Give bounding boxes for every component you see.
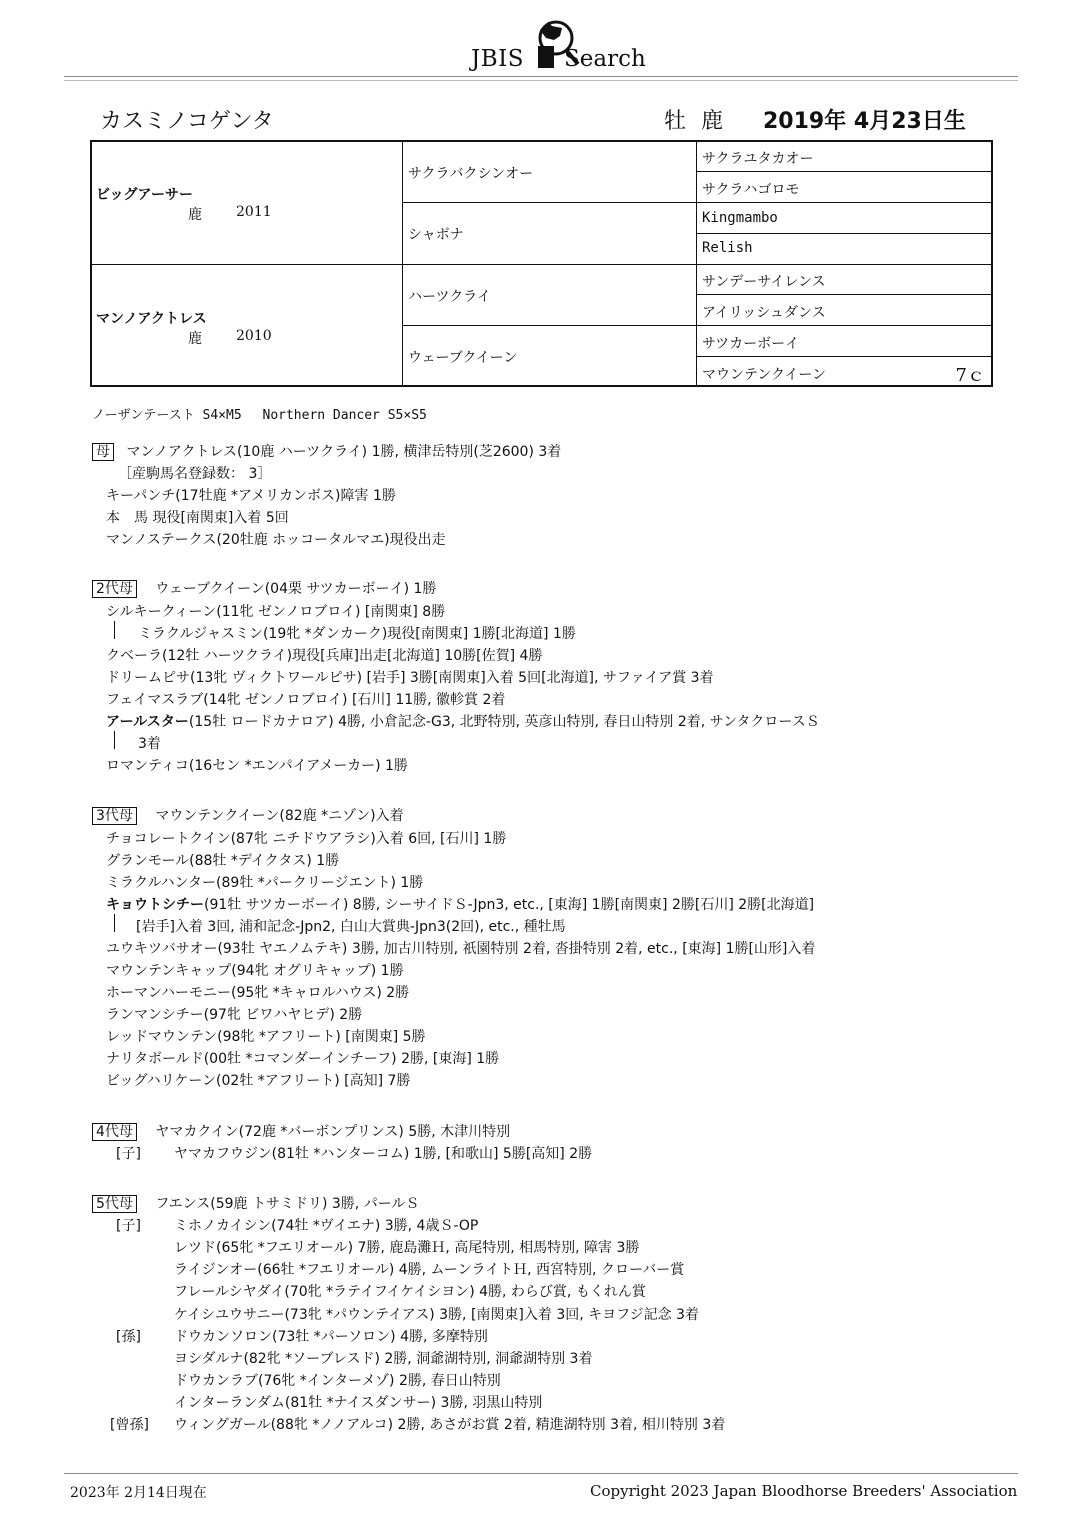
- dam-color: 鹿: [188, 331, 202, 347]
- header-rule: [64, 76, 1018, 77]
- child-tag: [子]: [116, 1218, 141, 1234]
- copyright: Copyright 2023 Japan Bloodhorse Breeders' Association: [590, 1482, 1018, 1500]
- dam-section-head: [92, 441, 561, 461]
- gen4-offspring[interactable]: ヤマカフウジン(81牡 *ハンターコム) 1勝, [和歌山] 5勝[高知] 2勝: [174, 1146, 593, 1162]
- dam-summary: マンノアクトレス(10鹿 ハーツクライ) 1勝, 横津岳特別(芝2600) 3着: [126, 444, 562, 460]
- pedigree-gen3[interactable]: マウンテンクイーン: [702, 367, 827, 383]
- gen2-offspring[interactable]: ロマンティコ(16セン *エンパイアメーカー) 1勝: [106, 758, 408, 774]
- gen5-grandchild[interactable]: インターランダム(81牡 *ナイスダンサー) 3勝, 羽黒山特別: [174, 1395, 543, 1411]
- gen5-summary: フエンス(59鹿 トサミドリ) 3勝, パールＳ: [155, 1196, 420, 1212]
- pedigree-gen3[interactable]: Kingmambo: [702, 210, 778, 226]
- gen4-label: 4代母: [92, 1123, 137, 1141]
- gen2-offspring[interactable]: クベーラ(12牡 ハーツクライ)現役[兵庫]出走[北海道] 10勝[佐賀] 4勝: [106, 648, 543, 664]
- gen5-grandchild[interactable]: ドウカンラブ(76牝 *インターメゾ) 2勝, 春日山特別: [174, 1373, 501, 1389]
- pedigree-gen3[interactable]: サクラハゴロモ: [702, 182, 800, 198]
- tree-connector: [114, 621, 115, 639]
- gen5-label: 5代母: [92, 1195, 137, 1213]
- gen3-offspring[interactable]: ユウキツバサオー(93牡 ヤエノムテキ) 3勝, 加古川特別, 祇園特別 2着, 沓掛特別 2着, etc., [東海] 1勝[山形]入着: [106, 941, 816, 957]
- gen2-section-head: [92, 578, 436, 598]
- gen3-offspring-notable: [106, 894, 814, 914]
- pedigree-row-divider: [402, 325, 991, 326]
- gen2-label: 2代母: [92, 580, 137, 598]
- pedigree-row-divider-main: [92, 264, 991, 265]
- gen5-child[interactable]: ライジンオー(66牡 *フエリオール) 4勝, ムーンライトＨ, 西宮特別, クローバー賞: [174, 1262, 685, 1278]
- logo-search-text: Search: [564, 46, 646, 72]
- pedigree-row-divider: [696, 233, 991, 234]
- pedigree-row-divider: [696, 356, 991, 357]
- gen5-great-grandchild[interactable]: ウィングガール(88牝 *ノノアルコ) 2勝, あさがお賞 2着, 精進湖特別 3着, 相川特別 3着: [174, 1417, 726, 1433]
- pedigree-gen2-sire-dam[interactable]: シャボナ: [408, 227, 464, 243]
- sire-year: 2011: [236, 204, 272, 220]
- gen2-offspring[interactable]: フェイマスラブ(14牝 ゼンノロブロイ) [石川] 11勝, 徽軫賞 2着: [106, 692, 506, 708]
- gen3-offspring[interactable]: ビッグハリケーン(02牡 *アフリート) [高知] 7勝: [106, 1073, 411, 1089]
- pedigree-gen3[interactable]: アイリッシュダンス: [702, 305, 826, 321]
- gen3-label: 3代母: [92, 807, 137, 825]
- grandchild-tag: [孫]: [116, 1329, 141, 1345]
- as-of-date: 2023年 2月14日現在: [70, 1485, 207, 1501]
- pedigree-gen2-sire-sire[interactable]: サクラバクシンオー: [408, 166, 534, 182]
- family-number: 7ｃ: [955, 365, 985, 386]
- gen4-summary: ヤマカクイン(72鹿 *バーボンプリンス) 5勝, 木津川特別: [155, 1124, 511, 1140]
- gen3-offspring[interactable]: チョコレートクイン(87牝 ニチドウアラシ)入着 6回, [石川] 1勝: [106, 831, 507, 847]
- pedigree-gen3[interactable]: サクラユタカオー: [702, 151, 814, 167]
- dam-year: 2010: [236, 328, 272, 344]
- gen5-child[interactable]: ミホノカイシン(74牡 *ヴイエナ) 3勝, 4歳Ｓ-OP: [174, 1218, 479, 1234]
- footer-rule: [64, 1473, 1018, 1474]
- gen5-child[interactable]: ケイシユウサニー(73牝 *パウンテイアス) 3勝, [南関東]入着 3回, キヨフジ記念 3着: [174, 1307, 699, 1323]
- notable-horse-record: (91牡 サツカーボーイ) 8勝, シーサイドＳ-Jpn3, etc., [東海] 1勝[南関東] 2勝[石川] 2勝[北海道]: [204, 897, 815, 913]
- horse-name: カスミノコゲンタ: [100, 109, 274, 134]
- jbis-search-logo[interactable]: [468, 16, 648, 76]
- pedigree-row-divider: [696, 294, 991, 295]
- gen3-offspring[interactable]: ランマンシチー(97牝 ビワハヤヒデ) 2勝: [106, 1007, 363, 1023]
- tree-connector: [114, 914, 115, 932]
- gen2-summary: ウェーブクイーン(04栗 サツカーボーイ) 1勝: [155, 581, 437, 597]
- dam-offspring-count: ［産駒馬名登録数： 3］: [118, 466, 272, 482]
- gen3-offspring[interactable]: マウンテンキャップ(94牝 オグリキャップ) 1勝: [106, 963, 404, 979]
- gen2-offspring[interactable]: ドリームピサ(13牝 ヴィクトワールピサ) [岩手] 3勝[南関東]入着 5回[北海道], サファイア賞 3着: [106, 670, 714, 686]
- gen4-section-head: [92, 1121, 510, 1141]
- gen2-offspring[interactable]: シルキークィーン(11牝 ゼンノロブロイ) [南関東] 8勝: [106, 604, 446, 620]
- pedigree-row-divider: [696, 171, 991, 172]
- pedigree-gen3[interactable]: Relish: [702, 240, 753, 256]
- dam-offspring[interactable]: マンノステークス(20牡鹿 ホッコータルマエ)現役出走: [106, 532, 446, 548]
- pedigree-gen3[interactable]: サツカーボーイ: [702, 336, 800, 352]
- dam-label: 母: [92, 443, 114, 461]
- gen3-offspring[interactable]: レッドマウンテン(98牝 *アフリート) [南関東] 5勝: [106, 1029, 426, 1045]
- gen2-record-continued: 3着: [138, 736, 161, 752]
- gen2-offspring-notable: [106, 711, 820, 731]
- gen3-offspring[interactable]: ホーマンハーモニー(95牝 *キャロルハウス) 2勝: [106, 985, 410, 1001]
- gen3-section-head: [92, 805, 404, 825]
- logo-jbis-text: JBIS: [471, 46, 524, 72]
- gen5-section-head: [92, 1193, 419, 1213]
- gen3-record-continued: [岩手]入着 3回, 浦和記念-Jpn2, 白山大賞典-Jpn3(2回), etc., 種牡馬: [136, 919, 566, 935]
- gen3-summary: マウンテンクイーン(82鹿 *ニゾン)入着: [155, 808, 404, 824]
- gen5-child[interactable]: レツド(65牝 *フエリオール) 7勝, 鹿島灘Ｈ, 高尾特別, 相馬特別, 障害 3勝: [174, 1240, 640, 1256]
- pedigree-gen2-dam-dam[interactable]: ウェーブクイーン: [408, 350, 518, 366]
- pedigree-gen2-dam-sire[interactable]: ハーツクライ: [408, 289, 491, 305]
- pedigree-row-divider: [402, 202, 991, 203]
- notable-horse-name[interactable]: キョウトシチー: [106, 897, 204, 913]
- notable-horse-name[interactable]: アールスター: [106, 714, 189, 730]
- sire-color: 鹿: [188, 207, 202, 223]
- child-tag: [子]: [116, 1146, 141, 1162]
- dam-offspring-self: 本 馬 現役[南関東]入着 5回: [106, 510, 289, 526]
- notable-horse-record: (15牡 ロードカナロア) 4勝, 小倉記念-G3, 北野特別, 英彦山特別, 春日山特別 2着, サンタクロースＳ: [188, 714, 820, 730]
- pedigree-table: [90, 140, 993, 387]
- sire-name[interactable]: ビッグアーサー: [96, 187, 194, 203]
- header-rule-secondary: [64, 80, 1018, 81]
- gen3-offspring[interactable]: ミラクルハンター(89牡 *パークリージエント) 1勝: [106, 875, 424, 891]
- gen5-grandchild[interactable]: ドウカンソロン(73牡 *パーソロン) 4勝, 多摩特別: [174, 1329, 488, 1345]
- inbreeding-cross: ノーザンテースト S4×M5 Northern Dancer S5×S5: [92, 408, 427, 423]
- horse-birth-date: 2019年 4月23日生: [763, 109, 966, 134]
- pedigree-gen3[interactable]: サンデーサイレンス: [702, 274, 826, 290]
- dam-offspring[interactable]: キーパンチ(17牡鹿 *アメリカンボス)障害 1勝: [106, 488, 396, 504]
- gen5-child[interactable]: フレールシヤダイ(70牝 *ラテイフイケイシヨン) 4勝, わらび賞, もくれん賞: [174, 1284, 646, 1300]
- gen3-offspring[interactable]: ナリタボールド(00牡 *コマンダーインチーフ) 2勝, [東海] 1勝: [106, 1051, 500, 1067]
- horse-sex: 牡: [664, 109, 687, 134]
- horse-color: 鹿: [701, 109, 724, 134]
- great-grandchild-tag: [曾孫]: [110, 1417, 149, 1433]
- gen2-grandchild[interactable]: ミラクルジャスミン(19牝 *ダンカーク)現役[南関東] 1勝[北海道] 1勝: [138, 626, 576, 642]
- gen3-offspring[interactable]: グランモール(88牡 *デイクタス) 1勝: [106, 853, 340, 869]
- dam-name[interactable]: マンノアクトレス: [96, 311, 207, 327]
- tree-connector: [114, 731, 115, 749]
- gen5-grandchild[interactable]: ヨシダルナ(82牝 *ソーブレスド) 2勝, 洞爺湖特別, 洞爺湖特別 3着: [174, 1351, 593, 1367]
